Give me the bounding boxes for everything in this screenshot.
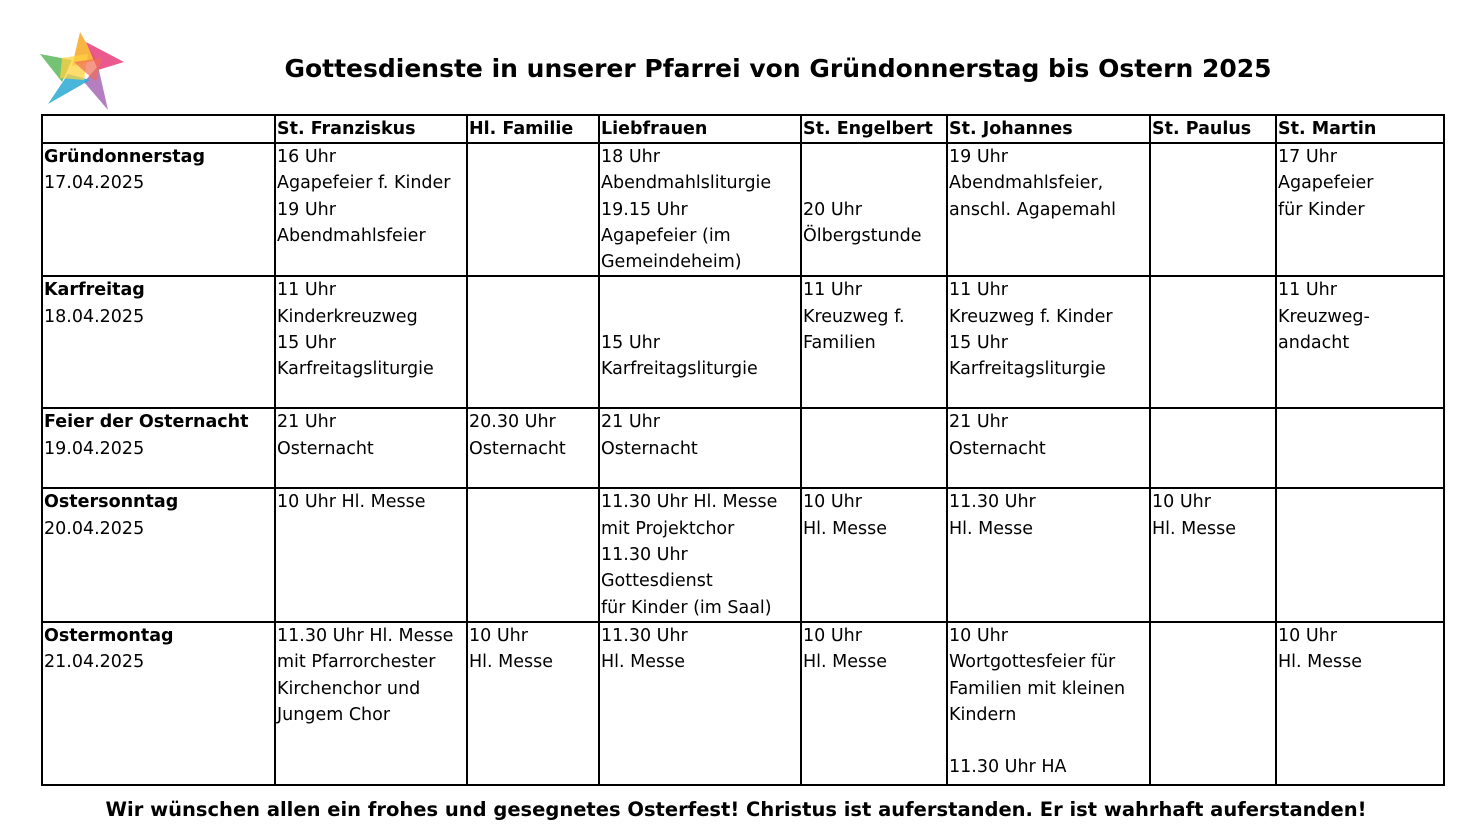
schedule-cell <box>275 143 467 276</box>
service-line: 11 Uhr <box>949 280 1008 301</box>
schedule-cell <box>801 408 947 488</box>
day-date: 19.04.2025 <box>44 438 145 459</box>
service-line: Hl. Messe <box>469 652 554 673</box>
service-line: Abendmahlsliturgie <box>601 173 772 194</box>
service-line: Hl. Messe <box>1152 518 1237 539</box>
service-line: Osternacht <box>949 438 1046 459</box>
service-line: Kreuzweg f. Kinder <box>949 306 1113 327</box>
service-line: Gemeindeheim) <box>601 252 742 273</box>
service-line: Familien <box>803 333 876 354</box>
service-line: Kirchenchor und <box>277 678 421 699</box>
day-date: 17.04.2025 <box>44 173 145 194</box>
service-line: Kinderkreuzweg <box>277 306 418 327</box>
service-line: 17 Uhr <box>1278 147 1337 167</box>
page-title: Gottesdienste in unserer Pfarrei von Gründonnerstag bis Ostern 2025 <box>284 54 1272 83</box>
schedule-cell <box>275 276 467 408</box>
schedule-cell <box>275 622 467 785</box>
schedule-cell <box>801 622 947 785</box>
schedule-body <box>42 143 1444 785</box>
table-row <box>42 488 1444 621</box>
schedule-cell <box>1276 488 1444 621</box>
schedule-cell <box>1276 408 1444 488</box>
service-line: 11 Uhr <box>277 280 336 301</box>
service-line: 10 Uhr <box>803 492 862 513</box>
service-line: 11.30 Uhr Hl. Messe <box>601 492 778 513</box>
service-line: 11 Uhr <box>803 280 862 301</box>
table-row <box>42 622 1444 785</box>
service-line: 10 Uhr <box>1152 492 1211 513</box>
schedule-cell <box>1150 143 1276 276</box>
service-line: für Kinder <box>1278 199 1365 220</box>
corner-cell <box>42 115 275 143</box>
schedule-cell <box>599 276 801 408</box>
column-header-st-johannes: St. Johannes <box>947 115 1150 143</box>
service-line: 20 Uhr <box>803 199 862 220</box>
service-line: Agapefeier <box>1278 173 1374 194</box>
day-date: 21.04.2025 <box>44 652 145 673</box>
service-line: mit Pfarrorchester <box>277 652 436 673</box>
service-schedule-table <box>41 114 1445 786</box>
service-line: Jungem Chor <box>277 704 391 725</box>
day-name: Karfreitag <box>44 280 145 301</box>
service-line: 10 Uhr <box>1278 625 1337 646</box>
column-header-st-martin: St. Martin <box>1276 115 1444 143</box>
service-line: 16 Uhr <box>277 147 336 167</box>
schedule-cell <box>467 622 599 785</box>
schedule-cell <box>599 488 801 621</box>
schedule-cell <box>1150 622 1276 785</box>
schedule-cell <box>599 408 801 488</box>
day-date: 18.04.2025 <box>44 306 145 327</box>
service-line: mit Projektchor <box>601 518 735 539</box>
schedule-cell <box>275 488 467 621</box>
service-line: 15 Uhr <box>949 333 1008 354</box>
service-line: Wortgottesfeier für <box>949 652 1116 673</box>
service-line <box>803 144 946 170</box>
table-header-row <box>42 115 1444 143</box>
column-header-st-engelbert: St. Engelbert <box>801 115 947 143</box>
service-line: für Kinder (im Saal) <box>601 597 772 618</box>
service-line: 19.15 Uhr <box>601 199 688 220</box>
service-line: 11.30 Uhr <box>601 625 688 646</box>
schedule-cell <box>599 622 801 785</box>
schedule-cell <box>1276 276 1444 408</box>
service-line: 15 Uhr <box>277 333 336 354</box>
day-date: 20.04.2025 <box>44 518 145 539</box>
service-line: 10 Uhr <box>803 625 862 646</box>
service-line: Karfreitagsliturgie <box>277 359 434 380</box>
service-line: Osternacht <box>601 438 698 459</box>
column-header-st-paulus: St. Paulus <box>1150 115 1276 143</box>
service-line <box>803 170 946 196</box>
schedule-cell <box>599 143 801 276</box>
service-line: Hl. Messe <box>949 518 1034 539</box>
service-line: Abendmahlsfeier <box>277 225 426 246</box>
service-line: Agapefeier (im <box>601 225 731 246</box>
parish-logo <box>38 30 128 112</box>
service-line: 20.30 Uhr <box>469 412 556 433</box>
schedule-cell <box>801 488 947 621</box>
easter-greeting: Wir wünschen allen ein frohes und gesegnetes Osterfest! Christus ist auferstanden. Er ist wahrhaft auferstanden! <box>105 798 1367 821</box>
day-cell <box>42 143 275 276</box>
schedule-cell <box>1276 143 1444 276</box>
service-line: Ölbergstunde <box>803 225 922 246</box>
table-row <box>42 276 1444 408</box>
service-line: 21 Uhr <box>277 412 336 433</box>
service-line: 11.30 Uhr HA <box>949 757 1067 778</box>
schedule-cell <box>947 276 1150 408</box>
service-line: Kreuzweg- <box>1278 306 1370 327</box>
day-cell <box>42 488 275 621</box>
service-line: Hl. Messe <box>601 652 686 673</box>
day-name: Ostersonntag <box>44 492 179 513</box>
schedule-cell <box>467 408 599 488</box>
service-line: 21 Uhr <box>601 412 660 433</box>
day-cell <box>42 622 275 785</box>
schedule-cell <box>1150 408 1276 488</box>
service-line: 10 Uhr Hl. Messe <box>277 492 426 513</box>
schedule-cell <box>947 488 1150 621</box>
schedule-cell <box>467 488 599 621</box>
day-cell <box>42 408 275 488</box>
service-line: Osternacht <box>277 438 374 459</box>
service-line <box>601 304 800 330</box>
service-line <box>601 277 800 303</box>
service-line: Hl. Messe <box>1278 652 1363 673</box>
service-line: 10 Uhr <box>469 625 528 646</box>
service-line: Familien mit kleinen <box>949 678 1126 699</box>
service-line: 11.30 Uhr Hl. Messe <box>277 625 454 646</box>
column-header-st-franziskus: St. Franziskus <box>275 115 467 143</box>
day-cell <box>42 276 275 408</box>
service-line: 19 Uhr <box>949 147 1008 167</box>
column-header-liebfrauen: Liebfrauen <box>599 115 801 143</box>
schedule-cell <box>1276 622 1444 785</box>
service-line: Abendmahlsfeier, <box>949 173 1104 194</box>
service-line <box>949 728 1149 754</box>
service-line: 18 Uhr <box>601 147 660 167</box>
service-line: Kindern <box>949 704 1017 725</box>
service-line: anschl. Agapemahl <box>949 199 1117 220</box>
schedule-cell <box>275 408 467 488</box>
schedule-cell <box>1150 276 1276 408</box>
schedule-cell <box>467 276 599 408</box>
service-line: Osternacht <box>469 438 566 459</box>
table-row <box>42 408 1444 488</box>
schedule-cell <box>947 408 1150 488</box>
day-name: Ostermontag <box>44 625 174 646</box>
column-header-hl-familie: Hl. Familie <box>467 115 599 143</box>
schedule-cell <box>947 143 1150 276</box>
service-line: Karfreitagsliturgie <box>949 359 1106 380</box>
service-line: Hl. Messe <box>803 652 888 673</box>
service-line: Agapefeier f. Kinder <box>277 173 451 194</box>
day-name: Feier der Osternacht <box>44 412 249 433</box>
service-line: Hl. Messe <box>803 518 888 539</box>
schedule-cell <box>1150 488 1276 621</box>
schedule-cell <box>467 143 599 276</box>
service-line: Karfreitagsliturgie <box>601 359 758 380</box>
table-row <box>42 143 1444 276</box>
service-line: Gottesdienst <box>601 571 713 592</box>
service-line: 11 Uhr <box>1278 280 1337 301</box>
service-line: 21 Uhr <box>949 412 1008 433</box>
service-line: andacht <box>1278 333 1350 354</box>
service-line: 19 Uhr <box>277 199 336 220</box>
service-line: 10 Uhr <box>949 625 1008 646</box>
day-name: Gründonnerstag <box>44 147 205 167</box>
schedule-cell <box>801 143 947 276</box>
service-line: 11.30 Uhr <box>601 545 688 566</box>
service-line: 11.30 Uhr <box>949 492 1036 513</box>
schedule-cell <box>801 276 947 408</box>
service-line: Kreuzweg f. <box>803 306 905 327</box>
service-line: 15 Uhr <box>601 333 660 354</box>
schedule-cell <box>947 622 1150 785</box>
